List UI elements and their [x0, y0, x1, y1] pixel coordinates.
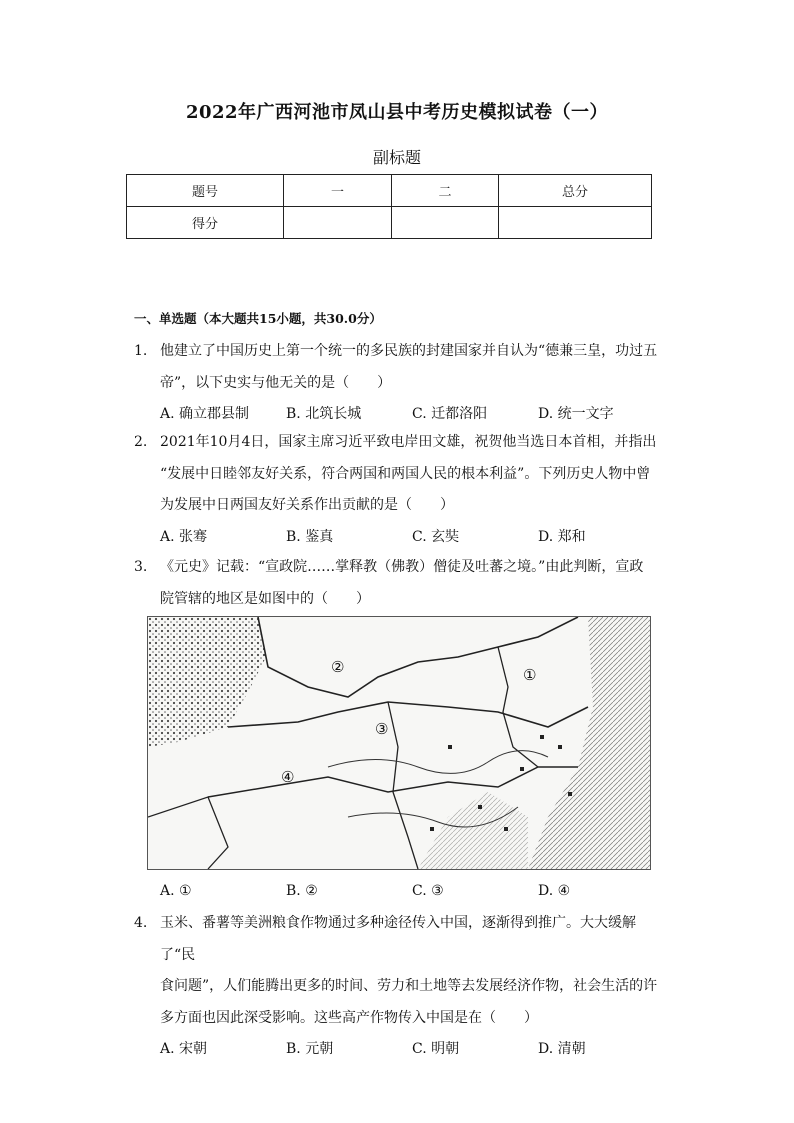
- score-cell-empty: [284, 207, 392, 239]
- score-header-cell: 一: [284, 175, 392, 207]
- map-river: [328, 751, 548, 774]
- option-d[interactable]: D. 郑和: [538, 528, 586, 545]
- question-text-line: 《元史》记载：“宣政院……掌释教（佛教）僧徒及吐蕃之境。”由此判断，宣政: [160, 559, 644, 575]
- option-b[interactable]: B. 鉴真: [286, 528, 334, 545]
- score-table-header-row: [127, 175, 652, 207]
- option-b[interactable]: B. ②: [286, 883, 318, 899]
- option-d[interactable]: D. 统一文字: [538, 406, 614, 422]
- question-number: 1.: [134, 343, 148, 359]
- score-header-cell: 二: [392, 175, 499, 207]
- option-b[interactable]: B. 元朝: [286, 1041, 334, 1057]
- question-text-line: 2021年10月4日，国家主席习近平致电岸田文雄，祝贺他当选日本首相，并指出: [160, 434, 657, 450]
- map-border-line: [258, 617, 578, 697]
- map-label-3: ③: [375, 720, 389, 738]
- score-table-score-row: [127, 207, 652, 239]
- map-graphic: [148, 617, 650, 869]
- option-c[interactable]: C. ③: [412, 883, 444, 899]
- map-border-line: [498, 647, 538, 767]
- question-3-options: [134, 876, 664, 908]
- question-3: [134, 552, 664, 615]
- map-label-1: ①: [523, 666, 537, 684]
- question-text-line: 他建立了中国历史上第一个统一的多民族的封建国家并自认为“德兼三皇，功过五: [160, 343, 658, 359]
- question-text-line: 食问题”，人们能腾出更多的时间、劳力和土地等去发展经济作物，社会生活的许: [160, 978, 658, 994]
- options-row: [160, 876, 664, 908]
- question-2: [134, 427, 664, 553]
- score-header-cell: 题号: [127, 175, 284, 207]
- map-border-line: [228, 702, 588, 727]
- option-a[interactable]: A. 确立郡县制: [160, 406, 250, 422]
- score-cell-empty: [392, 207, 499, 239]
- options-row: [160, 399, 664, 431]
- score-cell-empty: [499, 207, 652, 239]
- option-c[interactable]: C. 玄奘: [412, 528, 460, 545]
- score-header-cell: 总分: [499, 175, 652, 207]
- option-b[interactable]: B. 北筑长城: [286, 406, 362, 422]
- option-a[interactable]: A. ①: [160, 883, 192, 899]
- map-border-line: [148, 797, 228, 869]
- exam-title: 2022年广西河池市凤山县中考历史模拟试卷（一）: [185, 102, 609, 123]
- map-south-sea: [418, 792, 528, 869]
- question-4: [134, 908, 664, 1066]
- question-text-line: 多方面也因此深受影响。这些高产作物传入中国是在（ ）: [160, 1009, 538, 1026]
- option-d[interactable]: D. ④: [538, 883, 571, 899]
- map-border-line: [388, 702, 418, 869]
- map-label-4: ④: [281, 768, 295, 786]
- options-row: [160, 1034, 664, 1066]
- section-heading: 一、单选题（本大题共15小题，共30.0分）: [134, 311, 382, 326]
- map-western-region: [148, 617, 266, 747]
- yuan-dynasty-map: [147, 616, 651, 870]
- score-table: [126, 174, 652, 239]
- question-text-line: 帝”，以下史实与他无关的是（ ）: [160, 374, 392, 391]
- score-row-label: 得分: [127, 207, 284, 239]
- question-text-line: “发展中日睦邻友好关系，符合两国和两国人民的根本利益”。下列历史人物中曾: [160, 465, 651, 482]
- question-text-line: 为发展中日两国友好关系作出贡献的是（ ）: [160, 497, 454, 513]
- map-label-2: ②: [331, 658, 345, 676]
- question-number: 3.: [134, 559, 148, 575]
- option-c[interactable]: C. 迁都洛阳: [412, 406, 488, 422]
- question-text-line: 院管辖的地区是如图中的（ ）: [160, 590, 370, 607]
- option-c[interactable]: C. 明朝: [412, 1041, 460, 1057]
- question-1: [134, 336, 664, 431]
- question-text-line: 玉米、番薯等美洲粮食作物通过多种途径传入中国，逐渐得到推广。大大缓解了“民: [160, 915, 636, 963]
- option-a[interactable]: A. 张骞: [160, 528, 208, 545]
- question-number: 2.: [134, 434, 148, 450]
- question-number: 4.: [134, 915, 148, 931]
- exam-subtitle: 副标题: [372, 148, 421, 167]
- option-d[interactable]: D. 清朝: [538, 1041, 586, 1057]
- options-row: [160, 522, 664, 554]
- option-a[interactable]: A. 宋朝: [160, 1041, 208, 1057]
- map-sea: [528, 617, 650, 869]
